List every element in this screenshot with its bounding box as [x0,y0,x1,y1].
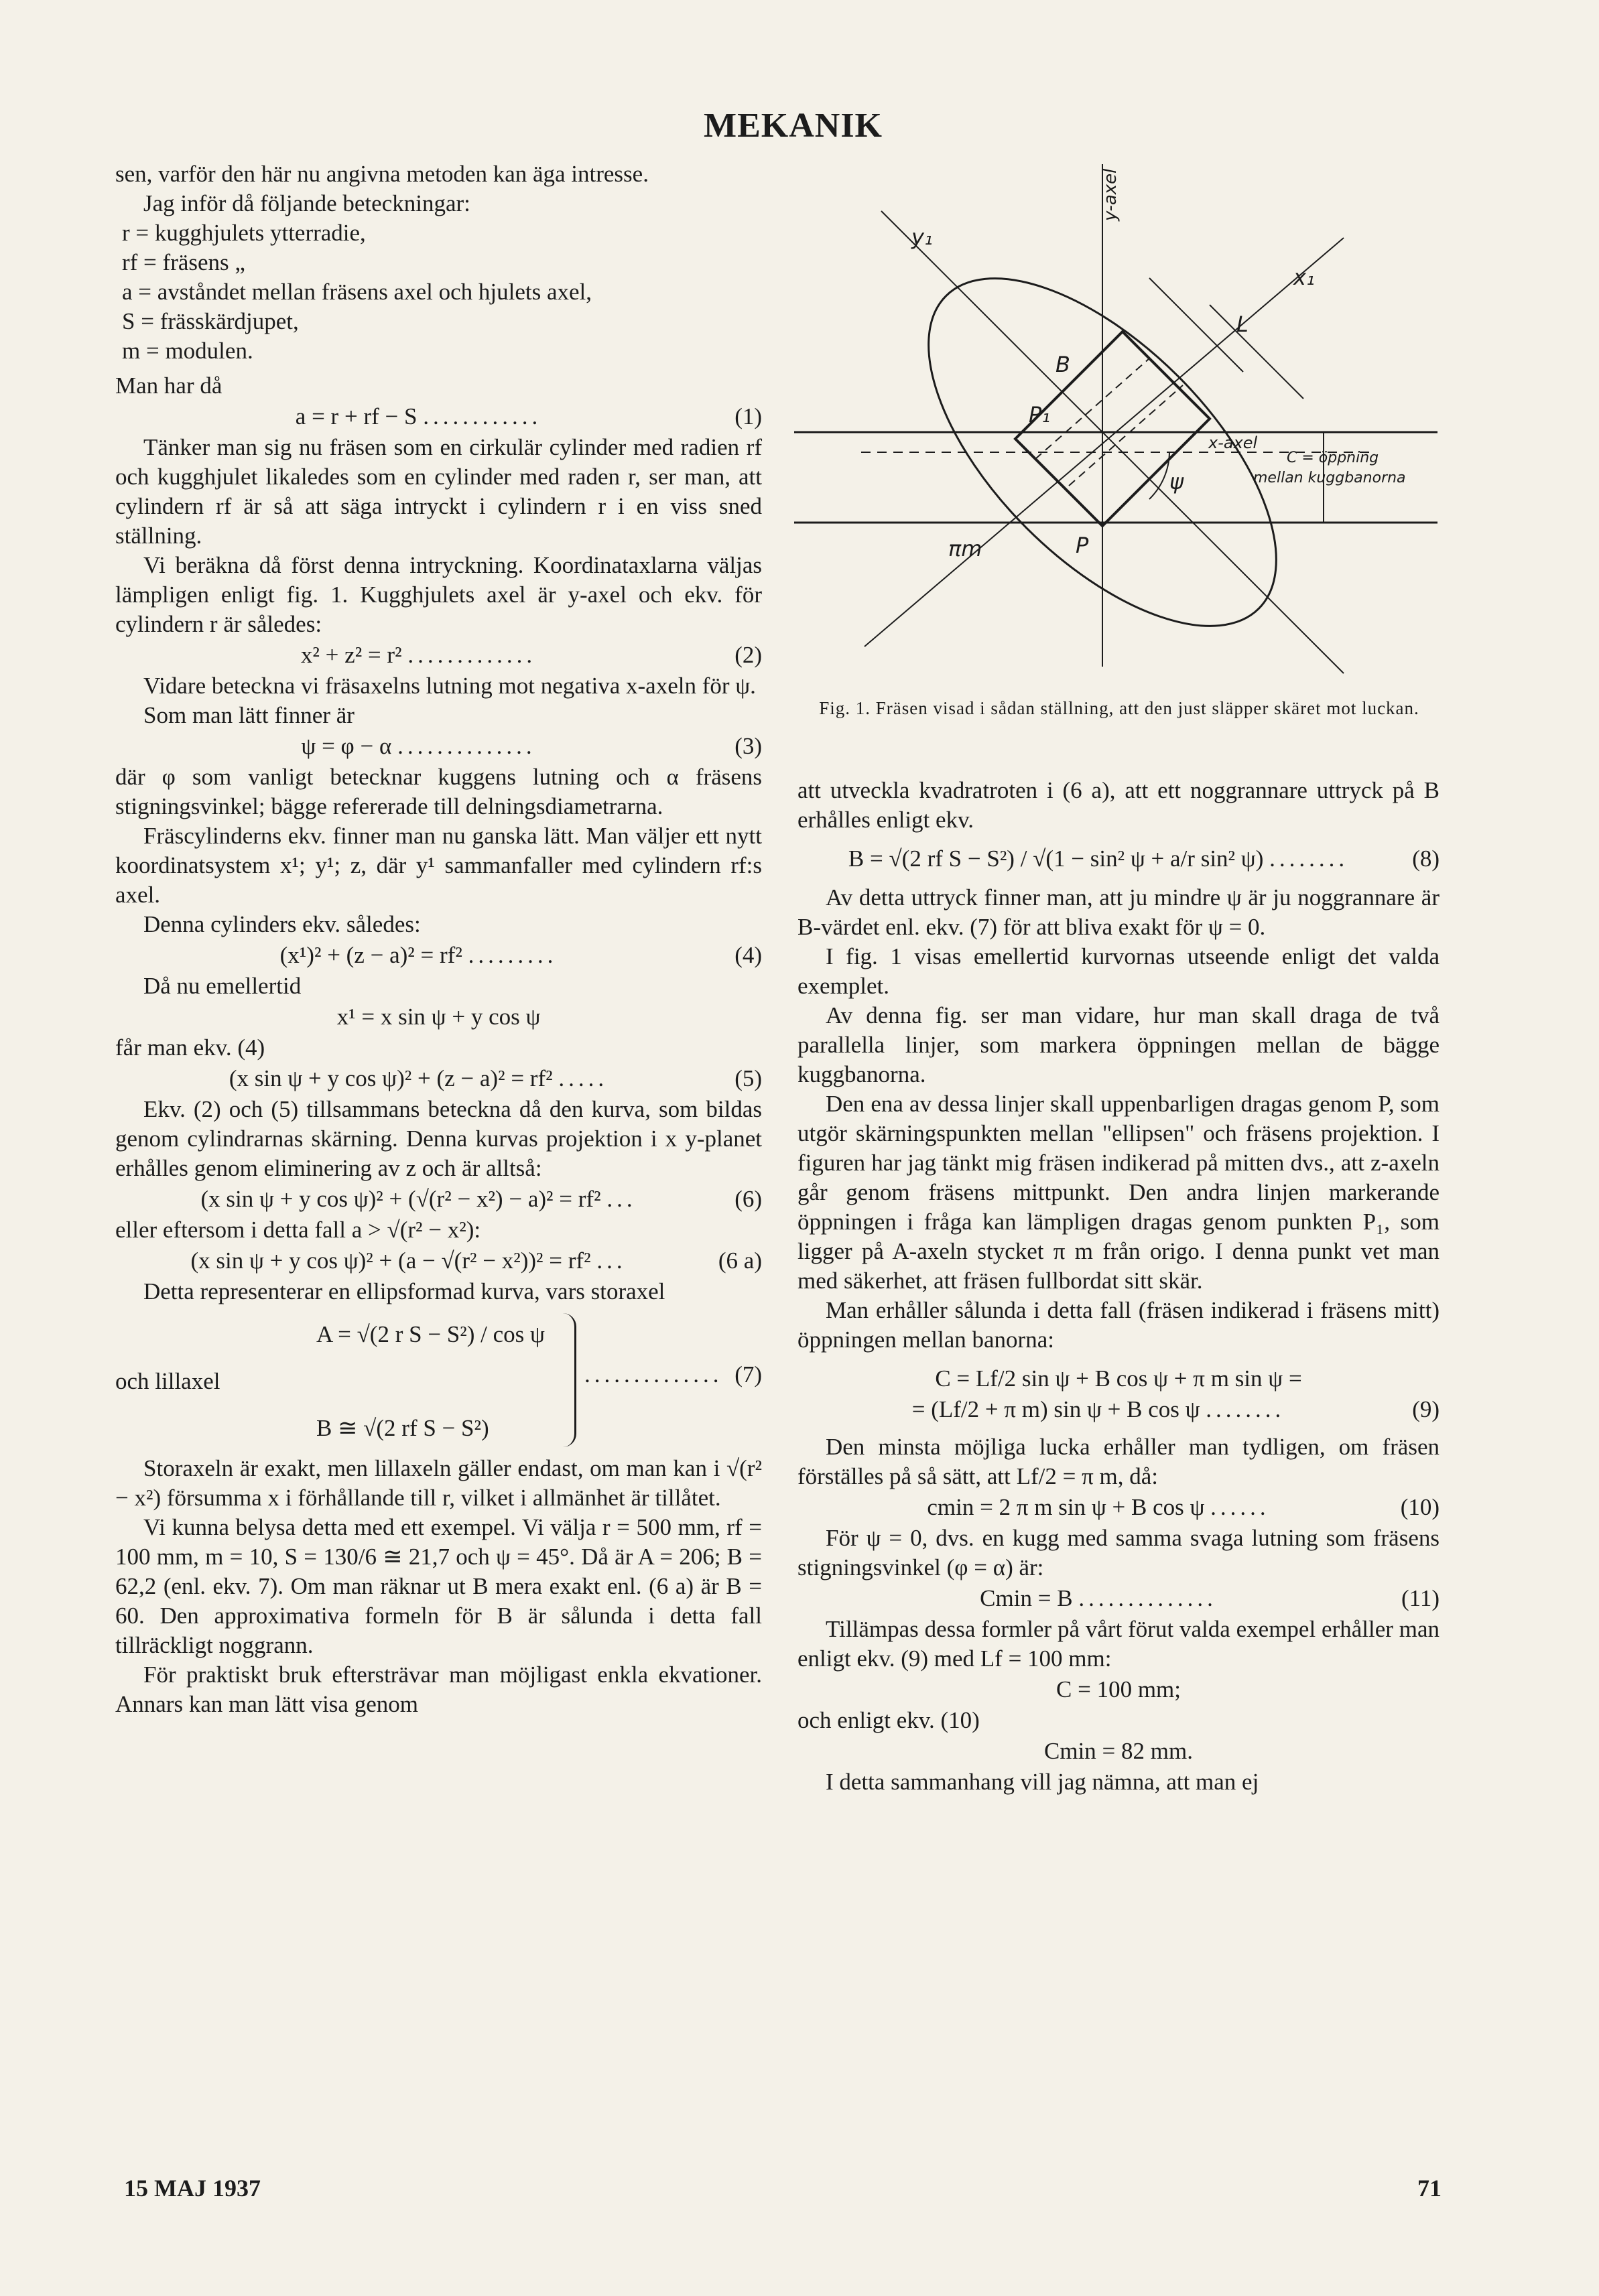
paragraph: Tänker man sig nu fräsen som en cirkulär cylinder med radien rf och kugghjulet likaledes som en cylinder med raden r, ser man, att cylindern rf är så att säga intryckt i cylindern r i en viss sned ställning. [115,434,762,549]
paragraph: Vi beräkna då först denna intryckning. Koordinataxlarna väljas lämpligen enligt fig. 1. Kugghjulets axel är y-axel och ekv. för cylindern r är således: [115,552,762,637]
paragraph: Då nu emellertid [143,973,302,999]
equation-text: a = r + rf − S [295,403,418,429]
equation-text: B = √(2 rf S − S²) / √(1 − sin² ψ + a/r sin² ψ) [848,846,1264,872]
label-psi: ψ [1169,469,1184,494]
equation-text: Cmin = B [980,1585,1073,1611]
paragraph: I detta sammanhang vill jag nämna, att man ej [826,1769,1259,1795]
paragraph: För praktiskt bruk eftersträvar man möjligast enkla ekvationer. Annars kan man lätt visa genom [115,1662,762,1717]
equation-6: (x sin ψ + y cos ψ)² + (√(r² − x²) − a)² = rf² ... (6) [115,1185,762,1214]
equation-5: (x sin ψ + y cos ψ)² + (z − a)² = rf² ..... (5) [115,1064,762,1093]
equation-2: x² + z² = r² ............. (2) [115,640,762,670]
equation-7-A: A = √(2 r S − S²) / cos ψ [316,1321,545,1347]
equation-number: (5) [734,1065,762,1091]
brace [561,1313,576,1447]
right-column [797,776,1440,1797]
equation-C [797,1675,1440,1704]
label-y1: y₁ [911,224,933,250]
equation-text: Cmin = 82 mm. [1044,1738,1193,1764]
page-number: 71 [1417,2175,1442,2202]
section-header: MEKANIK [704,107,883,145]
y1-axis [881,211,1344,673]
equation-text: (x sin ψ + y cos ψ)² + (a − √(r² − x²))² = rf² [190,1247,591,1274]
paragraph: Vidare beteckna vi fräsaxelns lutning mot negativa x-axeln för ψ. [143,673,756,699]
paragraph: Tillämpas dessa formler på vårt förut valda exempel erhåller man enligt ekv. (9) med Lf = 100 mm: [797,1616,1440,1672]
paragraph: sen, varför den här nu angivna metoden kan äga intresse. [115,161,649,187]
paragraph: Jag inför då följande beteckningar: [143,190,470,216]
paragraph: I fig. 1 visas emellertid kurvornas utseende enligt det valda exemplet. [797,943,1440,999]
equation-text: C = Lf/2 sin ψ + B cos ψ + π m sin ψ = [935,1365,1302,1392]
paragraph: Storaxeln är exakt, men lillaxeln gäller endast, om man kan i √(r² − x²) försumma x i förhållande till r, vilket i allmänhet är tillåtet. [115,1455,762,1511]
equation-text: (x sin ψ + y cos ψ)² + (z − a)² = rf² [229,1065,553,1091]
label-x1: x₁ [1293,265,1315,290]
label-xaxel: x-axel [1208,433,1258,452]
equation-7: A = √(2 r S − S²) / cos ψ och lillaxel B ≅ √(2 rf S − S²) .............. (7) [115,1306,762,1454]
equation-number: (11) [1401,1585,1440,1611]
paragraph: Denna cylinders ekv. således: [143,911,421,937]
paragraph: Vi kunna belysa detta med ett exempel. Vi välja r = 500 mm, rf = 100 mm, m = 10, S = 130/6 ≅ 21,7 och ψ = 45°. Då är A = 206; B = 62,2 (enl. ekv. 7). Om man räknar ut B mera exakt enl. (6 a) är B = 60. Den approximativa formeln för B är sålunda i detta fall tillräckligt noggrann. [115,1514,762,1658]
definition: S = frässkärdjupet, [122,308,299,334]
equation-6a: (x sin ψ + y cos ψ)² + (a − √(r² − x²))² = rf² ... (6 a) [115,1246,762,1276]
paragraph: Den minsta möjliga lucka erhåller man tydligen, om fräsen förställes på så sätt, att Lf/2 = π m, då: [797,1434,1440,1489]
label-P: P [1076,533,1089,558]
equation-number: (9) [1412,1396,1440,1422]
equation-number: (6) [734,1186,762,1212]
paragraph: Man har då [115,373,222,399]
equation-number: (4) [734,942,762,968]
label-L: L [1236,312,1249,337]
equation-text: (x sin ψ + y cos ψ)² + (√(r² − x²) − a)² = rf² [200,1186,601,1212]
paragraph: där φ som vanligt betecknar kuggens lutning och α fräsens stigningsvinkel; bägge refererade till delningsdiametrarna. [115,764,762,819]
equation-number: (7) [734,1361,762,1388]
label-yaxel: y-axel [1100,168,1121,221]
equation-3: ψ = φ − α .............. (3) [115,732,762,761]
paragraph: Som man lätt finner är [143,702,355,728]
equation-4: (x¹)² + (z − a)² = rf² ......... (4) [115,941,762,970]
definition: rf = fräsens „ [122,249,245,275]
paragraph: att utveckla kvadratroten i (6 a), att ett noggrannare uttryck på B erhålles enligt ekv. [797,777,1440,833]
label-c2: mellan kuggbanorna [1253,470,1406,486]
paragraph: Den ena av dessa linjer skall uppenbarligen dragas genom P, som utgör skärningspunkten mellan "ellipsen" och fräsens projektion. I figuren har jag tänkt mig fräsen indikerad på mitten dvs., att z-axeln går genom fräsens mittpunkt. Den andra linjen markerande öppningen i fråga kan lämpligen dragas genom punkten P₁, som ligger på A-axeln stycket π m från origo. I denna punkt vet man med säkerhet, att fräsen fullbordat sitt skär. [797,1091,1440,1294]
equation-text: x¹ = x sin ψ + y cos ψ [336,1004,541,1030]
equation-9b: = (Lf/2 + π m) sin ψ + B cos ψ ........ (9) [797,1395,1440,1424]
definition: m = modulen. [122,338,253,364]
equation-8: B = √(2 rf S − S²) / √(1 − sin² ψ + a/r sin² ψ) ........ (8) [797,844,1440,874]
paragraph: eller eftersom i detta fall a > √(r² − x²): [115,1217,481,1243]
label-c: C = öppning [1287,450,1379,466]
equation-7-label: och lillaxel [115,1368,220,1394]
paragraph: Detta representerar en ellipsformad kurva, vars storaxel [143,1278,665,1304]
equation-text: C = 100 mm; [1056,1676,1181,1702]
equation-text: = (Lf/2 + π m) sin ψ + B cos ψ [911,1396,1200,1422]
equation-x1 [115,1002,762,1032]
paragraph: Av denna fig. ser man vidare, hur man skall draga de två parallella linjer, som markera öppningen mellan de bägge kuggbanorna. [797,1002,1440,1087]
definition: r = kugghjulets ytterradie, [122,220,366,246]
equation-number: (6 a) [718,1247,762,1274]
equation-7-B: B ≅ √(2 rf S − S²) [316,1415,489,1441]
definition: a = avståndet mellan fräsens axel och hjulets axel, [122,279,592,305]
equation-number: (2) [734,642,762,668]
label-pim: πm [948,536,982,561]
equation-text: (x¹)² + (z − a)² = rf² [279,942,462,968]
paragraph: får man ekv. (4) [115,1034,265,1061]
paragraph: Av detta uttryck finner man, att ju mindre ψ är ju noggrannare är B-värdet enl. ekv. (7) för att bliva exakt för ψ = 0. [797,884,1440,940]
figure-1-diagram [794,151,1437,687]
label-B: B [1056,352,1070,377]
equation-number: (1) [734,403,762,429]
paragraph: och enligt ekv. (10) [797,1707,980,1733]
equation-number: (3) [734,733,762,759]
label-P1: P₁ [1029,402,1051,427]
left-column [115,159,762,1719]
figure-caption: Fig. 1. Fräsen visad i sådan ställning, att den just släpper skäret mot luckan. [819,698,1419,718]
paragraph: Ekv. (2) och (5) tillsammans beteckna då den kurva, som bildas genom cylindrarnas skärning. Denna kurvas projektion i x y-planet erhålles genom eliminering av z och är alltså: [115,1096,762,1181]
equation-11: Cmin = B .............. (11) [797,1584,1440,1613]
equation-text: cmin = 2 π m sin ψ + B cos ψ [927,1494,1205,1520]
equation-text: x² + z² = r² [300,642,402,668]
footer-date: 15 MAJ 1937 [124,2175,261,2202]
equation-9a [797,1364,1440,1394]
cutter-rectangle [1015,332,1210,526]
paragraph: För ψ = 0, dvs. en kugg med samma svaga lutning som fräsens stigningsvinkel (φ = α) är: [797,1525,1440,1580]
equation-number: (8) [1412,846,1440,872]
equation-number: (10) [1400,1494,1440,1520]
paragraph: Fräscylinderns ekv. finner man nu ganska lätt. Man väljer ett nytt koordinatsystem x¹; y¹; z, där y¹ sammanfaller med cylindern rf:s axel. [115,823,762,908]
equation-text: ψ = φ − α [301,733,392,759]
equation-10: cmin = 2 π m sin ψ + B cos ψ ...... (10) [797,1493,1440,1522]
paragraph: Man erhåller sålunda i detta fall (fräsen indikerad i fräsens mitt) öppningen mellan banorna: [797,1297,1440,1353]
equation-Cmin [797,1737,1440,1766]
equation-1: a = r + rf − S ............ (1) [115,402,762,431]
